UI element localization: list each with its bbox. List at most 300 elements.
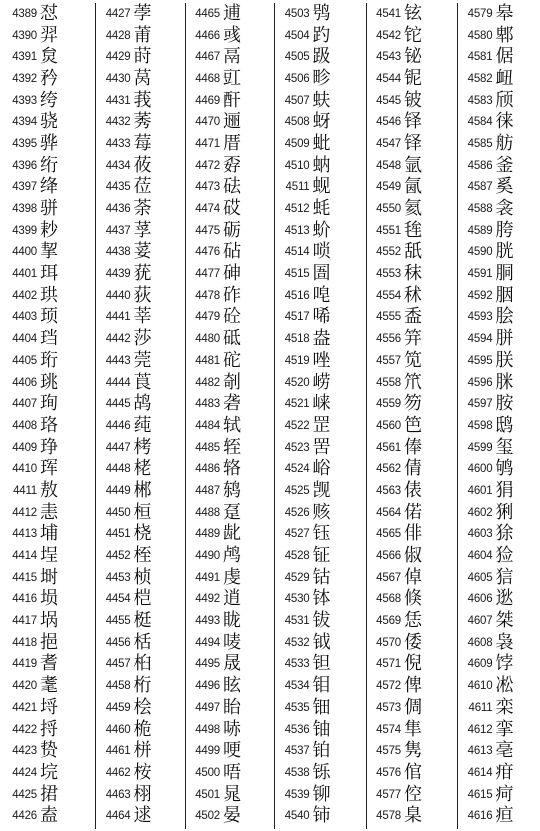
- table-row: [3, 654, 95, 676]
- character-code: 4452: [105, 550, 131, 563]
- character-code: 4490: [195, 550, 220, 563]
- table-row: [186, 393, 275, 415]
- character-code: 4409: [12, 441, 37, 454]
- character-glyph: 舐: [403, 241, 422, 263]
- character-glyph: 桉: [133, 761, 152, 783]
- character-glyph: 俳: [403, 523, 422, 545]
- table-row: [275, 198, 365, 220]
- character-code: 4529: [284, 571, 310, 584]
- character-code: 4575: [376, 745, 401, 758]
- table-row: [275, 545, 365, 567]
- character-glyph: 笆: [403, 414, 422, 436]
- table-row: [367, 307, 457, 329]
- character-glyph: 砧: [222, 241, 241, 263]
- table-row: [458, 3, 540, 25]
- table-row: [3, 567, 95, 589]
- table-row: [367, 350, 457, 372]
- character-code: 4539: [284, 788, 310, 801]
- character-code: 4521: [284, 398, 310, 411]
- character-glyph: 莪: [133, 89, 152, 111]
- table-row: [275, 610, 365, 632]
- table-row: [275, 220, 365, 242]
- table-row: [458, 567, 540, 589]
- character-glyph: 猁: [495, 501, 514, 523]
- character-glyph: 珥: [40, 263, 58, 285]
- character-code: 4511: [285, 181, 310, 194]
- character-code: 4454: [105, 593, 131, 606]
- character-code: 4498: [195, 723, 220, 736]
- character-code: 4571: [376, 658, 401, 671]
- table-row: [367, 263, 457, 285]
- character-glyph: 皋: [495, 2, 514, 24]
- character-glyph: 埘: [40, 566, 58, 588]
- character-code: 4570: [376, 636, 401, 649]
- table-row: [275, 177, 365, 199]
- character-glyph: 罟: [312, 436, 331, 458]
- character-glyph: 俾: [403, 675, 422, 697]
- character-glyph: 珞: [40, 414, 58, 436]
- character-glyph: 钰: [312, 523, 331, 545]
- table-row: [3, 524, 95, 546]
- character-glyph: 珲: [40, 458, 58, 480]
- character-glyph: 胺: [495, 393, 514, 415]
- table-row: [275, 784, 365, 806]
- character-glyph: 崃: [312, 393, 331, 415]
- character-code: 4513: [284, 224, 310, 237]
- character-glyph: 桤: [133, 588, 152, 610]
- table-row: [367, 328, 457, 350]
- character-code: 4456: [105, 636, 131, 649]
- table-row: [3, 610, 95, 632]
- character-glyph: 笊: [403, 371, 422, 393]
- table-row: [275, 133, 365, 155]
- character-code: 4593: [467, 311, 493, 324]
- character-code: 4477: [195, 268, 220, 281]
- table-row: [367, 567, 457, 589]
- character-code: 4519: [284, 354, 310, 367]
- character-glyph: 梃: [133, 610, 152, 632]
- character-glyph: 蚋: [312, 154, 331, 176]
- character-glyph: 栩: [133, 783, 152, 805]
- character-code: 4493: [195, 615, 220, 628]
- character-code: 4431: [105, 94, 131, 107]
- character-code: 4407: [12, 398, 37, 411]
- table-row: [458, 805, 540, 827]
- character-glyph: 蚬: [312, 176, 331, 198]
- character-glyph: 珙: [40, 284, 58, 306]
- table-row: [275, 632, 365, 654]
- character-glyph: 捋: [40, 718, 58, 740]
- table-row: [275, 458, 365, 480]
- table-row: [458, 350, 540, 372]
- character-code: 4510: [284, 159, 310, 172]
- table-row: [458, 610, 540, 632]
- character-glyph: 珰: [40, 328, 58, 350]
- character-code: 4486: [195, 463, 220, 476]
- table-row: [458, 502, 540, 524]
- table-row: [186, 545, 275, 567]
- table-row: [458, 242, 540, 264]
- character-glyph: 哧: [222, 718, 241, 740]
- character-glyph: 鸲: [495, 458, 514, 480]
- table-row: [275, 393, 365, 415]
- character-code: 4614: [467, 766, 493, 779]
- character-glyph: 埔: [40, 523, 58, 545]
- table-row: [186, 524, 275, 546]
- table-row: [96, 480, 185, 502]
- character-code: 4516: [284, 289, 310, 302]
- table-row: [3, 242, 95, 264]
- character-code: 4445: [105, 398, 131, 411]
- character-code: 4499: [195, 745, 220, 758]
- character-code: 4406: [12, 376, 37, 389]
- character-glyph: 疸: [495, 805, 514, 827]
- character-code: 4611: [468, 701, 493, 714]
- character-code: 4473: [195, 181, 220, 194]
- character-glyph: 莅: [133, 176, 152, 198]
- character-code: 4560: [376, 419, 401, 432]
- table-row: [96, 46, 185, 68]
- character-glyph: 恁: [403, 610, 422, 632]
- character-code: 4589: [467, 224, 493, 237]
- table-row: [3, 589, 95, 611]
- character-glyph: 莸: [133, 263, 152, 285]
- table-row: [3, 155, 95, 177]
- character-code: 4564: [376, 506, 401, 519]
- character-code: 4501: [195, 788, 220, 801]
- character-code: 4512: [284, 203, 310, 216]
- character-code: 4515: [284, 268, 310, 281]
- character-glyph: 蚍: [312, 132, 331, 154]
- character-code: 4417: [12, 615, 37, 628]
- character-code: 4478: [195, 289, 220, 302]
- character-glyph: 逍: [222, 588, 241, 610]
- character-glyph: 狳: [495, 523, 514, 545]
- character-code: 4427: [105, 7, 131, 20]
- character-code: 4450: [105, 506, 131, 519]
- character-glyph: 晟: [222, 653, 241, 675]
- character-code: 4524: [284, 463, 310, 476]
- table-row: [458, 545, 540, 567]
- character-code: 4504: [284, 29, 310, 42]
- table-row: [186, 307, 275, 329]
- character-glyph: 晏: [222, 805, 241, 827]
- character-glyph: 砣: [222, 349, 241, 371]
- table-row: [458, 654, 540, 676]
- character-code: 4612: [467, 723, 493, 736]
- character-glyph: 氩: [403, 154, 422, 176]
- character-glyph: 莆: [133, 24, 152, 46]
- character-glyph: 羿: [40, 24, 58, 46]
- table-row: [275, 155, 365, 177]
- character-code: 4601: [467, 484, 493, 497]
- character-code: 4585: [467, 137, 493, 150]
- character-glyph: 亳: [495, 740, 514, 762]
- character-code: 4500: [195, 766, 220, 779]
- character-glyph: 桁: [133, 675, 152, 697]
- character-glyph: 郫: [495, 24, 514, 46]
- character-code: 4574: [376, 723, 401, 736]
- character-code: 4600: [467, 463, 493, 476]
- character-code: 4538: [284, 766, 310, 779]
- character-code: 4461: [105, 745, 131, 758]
- table-row: [96, 220, 185, 242]
- table-row: [458, 740, 540, 762]
- table-row: [367, 762, 457, 784]
- table-row: [275, 654, 365, 676]
- table-row: [186, 263, 275, 285]
- character-glyph: 埙: [40, 588, 58, 610]
- table-row: [186, 719, 275, 741]
- character-glyph: 倬: [403, 566, 422, 588]
- table-row: [186, 350, 275, 372]
- table-row: [458, 198, 540, 220]
- table-row: [3, 480, 95, 502]
- character-code: 4594: [467, 333, 493, 346]
- character-glyph: 倨: [495, 46, 514, 68]
- character-code: 4527: [284, 528, 310, 541]
- table-row: [186, 784, 275, 806]
- character-glyph: 砟: [222, 284, 241, 306]
- table-row: [458, 524, 540, 546]
- character-code: 4479: [195, 311, 220, 324]
- character-glyph: 盉: [403, 306, 422, 328]
- table-row: [367, 155, 457, 177]
- character-code: 4434: [105, 159, 131, 172]
- character-code: 4467: [195, 51, 220, 64]
- character-glyph: 挈: [40, 241, 58, 263]
- character-code: 4453: [105, 571, 131, 584]
- character-glyph: 罡: [312, 414, 331, 436]
- character-code: 4536: [284, 723, 310, 736]
- character-glyph: 峪: [312, 458, 331, 480]
- character-code: 4495: [195, 658, 220, 671]
- table-row: [186, 242, 275, 264]
- character-code: 4421: [12, 701, 37, 714]
- character-glyph: 莎: [133, 328, 152, 350]
- table-row: [186, 415, 275, 437]
- character-code: 4530: [284, 593, 310, 606]
- character-glyph: 俵: [403, 479, 422, 501]
- character-code: 4528: [284, 550, 310, 563]
- character-code: 4563: [376, 484, 401, 497]
- character-code: 4520: [284, 376, 310, 389]
- character-glyph: 倥: [403, 783, 422, 805]
- character-glyph: 铈: [312, 805, 331, 827]
- character-glyph: 畛: [312, 67, 331, 89]
- character-glyph: 饽: [495, 653, 514, 675]
- table-row: [3, 263, 95, 285]
- character-glyph: 莼: [133, 414, 152, 436]
- table-row: [458, 415, 540, 437]
- character-glyph: 笕: [403, 349, 422, 371]
- character-glyph: 埚: [40, 610, 58, 632]
- character-code: 4402: [12, 289, 37, 302]
- character-glyph: 唔: [222, 761, 241, 783]
- character-glyph: 钴: [312, 566, 331, 588]
- table-row: [3, 177, 95, 199]
- character-glyph: 觊: [312, 479, 331, 501]
- character-glyph: 砝: [222, 176, 241, 198]
- table-row: [458, 111, 540, 133]
- character-code: 4580: [467, 29, 493, 42]
- character-code: 4462: [105, 766, 131, 779]
- character-glyph: 铆: [312, 783, 331, 805]
- character-code: 4405: [12, 354, 37, 367]
- character-glyph: 莜: [133, 154, 152, 176]
- character-code: 4554: [376, 289, 401, 302]
- character-glyph: 鬲: [222, 46, 241, 68]
- character-code: 4561: [376, 441, 401, 454]
- character-code: 4553: [376, 268, 401, 281]
- character-glyph: 疳: [495, 761, 514, 783]
- character-code: 4609: [467, 658, 493, 671]
- character-code: 4534: [284, 680, 310, 693]
- table-column: [458, 3, 540, 829]
- table-row: [367, 68, 457, 90]
- character-glyph: 笄: [403, 328, 422, 350]
- character-glyph: 哽: [222, 740, 241, 762]
- character-glyph: 埒: [40, 696, 58, 718]
- character-glyph: 栟: [133, 740, 152, 762]
- character-code: 4514: [284, 246, 310, 259]
- character-glyph: 虔: [222, 566, 241, 588]
- table-row: [186, 762, 275, 784]
- table-row: [458, 307, 540, 329]
- table-row: [367, 632, 457, 654]
- character-code: 4399: [12, 224, 37, 237]
- character-glyph: 胴: [495, 263, 514, 285]
- character-glyph: 秫: [403, 284, 422, 306]
- character-code: 4556: [376, 333, 401, 346]
- character-glyph: 钿: [312, 696, 331, 718]
- character-glyph: 鸫: [222, 479, 241, 501]
- character-glyph: 桓: [133, 501, 152, 523]
- character-code: 4441: [105, 311, 131, 324]
- table-row: [275, 805, 365, 827]
- character-code: 4569: [376, 615, 401, 628]
- table-row: [3, 220, 95, 242]
- character-code: 4505: [284, 51, 310, 64]
- table-row: [367, 285, 457, 307]
- table-row: [3, 350, 95, 372]
- table-row: [96, 545, 185, 567]
- table-row: [186, 740, 275, 762]
- character-code: 4584: [467, 116, 493, 129]
- character-glyph: 骅: [40, 132, 58, 154]
- character-glyph: 狷: [495, 479, 514, 501]
- character-code: 4428: [105, 29, 131, 42]
- table-row: [3, 133, 95, 155]
- character-glyph: 蚨: [312, 89, 331, 111]
- character-code: 4430: [105, 72, 131, 85]
- character-code: 4415: [12, 571, 37, 584]
- character-code: 4555: [376, 311, 401, 324]
- character-code: 4425: [12, 788, 37, 801]
- character-glyph: 栲: [133, 436, 152, 458]
- character-glyph: 隽: [403, 740, 422, 762]
- character-code: 4476: [195, 246, 220, 259]
- character-glyph: 衄: [495, 67, 514, 89]
- character-glyph: 朕: [495, 349, 514, 371]
- character-glyph: 桢: [133, 566, 152, 588]
- character-code: 4491: [195, 571, 220, 584]
- character-code: 4393: [12, 94, 37, 107]
- character-code: 4552: [376, 246, 401, 259]
- table-row: [367, 502, 457, 524]
- character-code: 4566: [376, 550, 401, 563]
- table-row: [96, 740, 185, 762]
- character-code: 4565: [376, 528, 401, 541]
- character-code: 4531: [284, 615, 310, 628]
- table-row: [458, 263, 540, 285]
- table-row: [275, 25, 365, 47]
- character-glyph: 铉: [403, 2, 422, 24]
- table-row: [96, 198, 185, 220]
- character-glyph: 蚝: [312, 198, 331, 220]
- table-row: [96, 111, 185, 133]
- character-code: 4470: [195, 116, 220, 129]
- table-row: [458, 372, 540, 394]
- character-glyph: 砼: [222, 306, 241, 328]
- character-glyph: 荸: [133, 2, 152, 24]
- table-row: [367, 524, 457, 546]
- character-glyph: 凇: [495, 675, 514, 697]
- table-row: [458, 90, 540, 112]
- table-row: [3, 3, 95, 25]
- table-column: [275, 3, 366, 829]
- table-row: [367, 177, 457, 199]
- table-row: [96, 133, 185, 155]
- character-glyph: 铂: [312, 740, 331, 762]
- character-glyph: 胭: [495, 284, 514, 306]
- table-row: [367, 545, 457, 567]
- character-glyph: 趸: [222, 501, 241, 523]
- character-glyph: 挹: [40, 631, 58, 653]
- character-glyph: 胼: [495, 328, 514, 350]
- table-row: [3, 784, 95, 806]
- table-row: [96, 437, 185, 459]
- table-row: [458, 675, 540, 697]
- character-glyph: 栳: [133, 458, 152, 480]
- character-glyph: 剞: [222, 371, 241, 393]
- character-glyph: 钺: [312, 631, 331, 653]
- character-glyph: 钼: [312, 675, 331, 697]
- character-code: 4522: [284, 419, 310, 432]
- character-code: 4508: [284, 116, 310, 129]
- table-row: [458, 285, 540, 307]
- character-glyph: 倏: [403, 588, 422, 610]
- character-code: 4432: [105, 116, 131, 129]
- character-glyph: 釜: [495, 154, 514, 176]
- character-code: 4496: [195, 680, 220, 693]
- table-row: [3, 437, 95, 459]
- character-glyph: 怼: [40, 2, 58, 24]
- character-code: 4469: [195, 94, 220, 107]
- table-row: [367, 46, 457, 68]
- table-row: [186, 90, 275, 112]
- table-row: [275, 285, 365, 307]
- character-glyph: 厝: [222, 132, 241, 154]
- character-code: 4447: [105, 441, 131, 454]
- character-glyph: 孬: [222, 154, 241, 176]
- character-glyph: 圄: [312, 263, 331, 285]
- character-glyph: 秣: [403, 263, 422, 285]
- character-glyph: 倩: [403, 458, 422, 480]
- table-row: [367, 458, 457, 480]
- table-row: [367, 654, 457, 676]
- character-code: 4443: [105, 354, 131, 367]
